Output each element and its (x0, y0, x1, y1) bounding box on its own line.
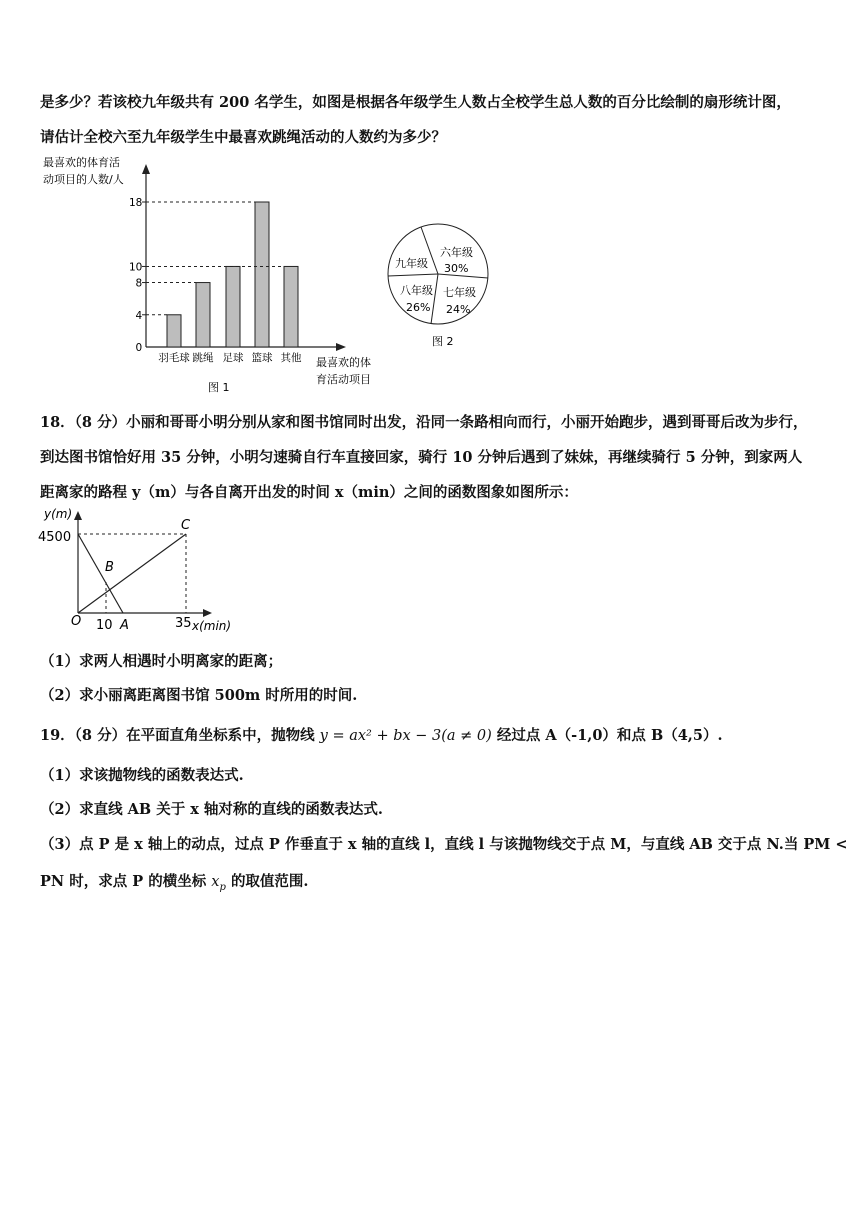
category-label-1: 跳绳 (192, 352, 214, 364)
q18-x-tick-10: 10 (96, 618, 113, 633)
bar-3 (255, 202, 269, 347)
q19-xp-symbol (211, 874, 226, 893)
y-tick-label-4: 18 (129, 197, 143, 209)
bar-4 (284, 266, 298, 347)
pie-slice-value-7: 24% (446, 303, 471, 316)
pie-chart-caption: 图 2 (432, 335, 454, 348)
q18-line-ob-c (78, 534, 186, 613)
q18-y-arrow (74, 511, 82, 520)
q18-y-value: 4500 (38, 530, 72, 545)
q19-formula: y = ax² + bx − 3(a ≠ 0) (319, 728, 492, 744)
y-tick-label-0: 0 (135, 342, 143, 354)
q19-sub-4 (40, 870, 309, 893)
q19-line-1-a: 19．（8 分）在平面直角坐标系中，抛物线 (40, 727, 315, 744)
bar-chart-xlabel-1: 最喜欢的体 (316, 356, 371, 369)
y-tick-label-1: 4 (135, 309, 143, 322)
bar-chart-bars (167, 202, 298, 347)
q18-line-a (78, 534, 123, 613)
pie-slice-label-7: 七年级 (443, 286, 476, 299)
q18-point-c: C (181, 518, 191, 533)
q19-sub-3: （3）点 P 是 x 轴上的动点，过点 P 作垂直于 x 轴的直线 l，直线 l 与该抛物线交于点 M，与直线 AB 交于点 N.当 PM < (40, 836, 848, 853)
bar-0 (167, 315, 181, 347)
q19-sub-1: （1）求该抛物线的函数表达式. (40, 767, 244, 784)
y-tick-label-3: 10 (129, 261, 143, 274)
intro-line-1: 是多少？若该校九年级共有 200 名学生，如图是根据各年级学生人数占全校学生总人数的百分比绘制的扇形统计图， (40, 94, 791, 111)
q18-origin: O (71, 614, 82, 629)
q19-sub-2: （2）求直线 AB 关于 x 轴对称的直线的函数表达式. (40, 801, 383, 818)
intro-line-2: 请估计全校六至九年级学生中最喜欢跳绳活动的人数约为多少？ (40, 129, 446, 146)
bar-chart-xlabel-2: 育活动项目 (316, 373, 371, 386)
category-label-3: 篮球 (251, 352, 273, 364)
y-tick-label-2: 8 (135, 277, 143, 290)
category-label-4: 其他 (280, 352, 302, 364)
q18-point-b: B (105, 560, 114, 575)
bar-chart-y-arrow (142, 164, 150, 174)
category-label-2: 足球 (222, 352, 244, 364)
bar-chart-ylabel-1: 最喜欢的体育活 (43, 156, 120, 169)
q18-point-a: A (120, 618, 129, 633)
bar-chart-ylabel-2: 动项目的人数/人 (43, 173, 124, 186)
bar-chart (40, 152, 390, 397)
q18-graph (38, 503, 250, 636)
bar-chart-categories (158, 351, 302, 364)
q19-sub-4-a: PN 时，求点 P 的横坐标 (40, 873, 207, 890)
q18-line-1: 18．（8 分）小丽和哥哥小明分别从家和图书馆同时出发，沿同一条路相向而行，小丽开始跑步，遇到哥哥后改为步行， (40, 414, 808, 431)
q19-line-1-b: 经过点 A（-1,0）和点 B（4,5）. (496, 727, 723, 744)
pie-slice-label-8: 八年级 (400, 284, 433, 297)
q19-line-1 (40, 724, 723, 745)
pie-slice-label-9: 九年级 (395, 257, 428, 270)
bar-1 (196, 283, 210, 347)
bar-chart-x-arrow (336, 343, 346, 351)
q19-xp-x: x (211, 874, 220, 890)
pie-slice-value-6: 30% (444, 262, 469, 275)
q18-y-axis-label: y(m) (44, 507, 73, 521)
pie-slice-label-6: 六年级 (440, 246, 473, 259)
q19-xp-sub: p (219, 881, 226, 893)
bar-2 (226, 266, 240, 347)
bar-chart-caption: 图 1 (208, 381, 230, 394)
q18-x-tick-35: 35 (175, 616, 192, 631)
q19-sub-4-b: 的取值范围. (230, 873, 309, 890)
pie-slice-value-8: 26% (406, 301, 431, 314)
q18-line-2: 到达图书馆恰好用 35 分钟，小明匀速骑自行车直接回家，骑行 10 分钟后遇到了妹妹，再继续骑行 5 分钟，到家两人 (40, 449, 803, 466)
q18-line-3: 距离家的路程 y（m）与各自离开出发的时间 x（min）之间的函数图象如图所示： (40, 484, 578, 501)
category-label-0: 羽毛球 (158, 352, 190, 364)
q18-x-arrow (203, 609, 212, 617)
pie-chart (384, 222, 496, 352)
q18-x-axis-label: x(min) (192, 619, 232, 633)
q18-sub-1: （1）求两人相遇时小明离家的距离； (40, 653, 283, 670)
q18-sub-2: （2）求小丽离距离图书馆 500m 时所用的时间. (40, 687, 358, 704)
